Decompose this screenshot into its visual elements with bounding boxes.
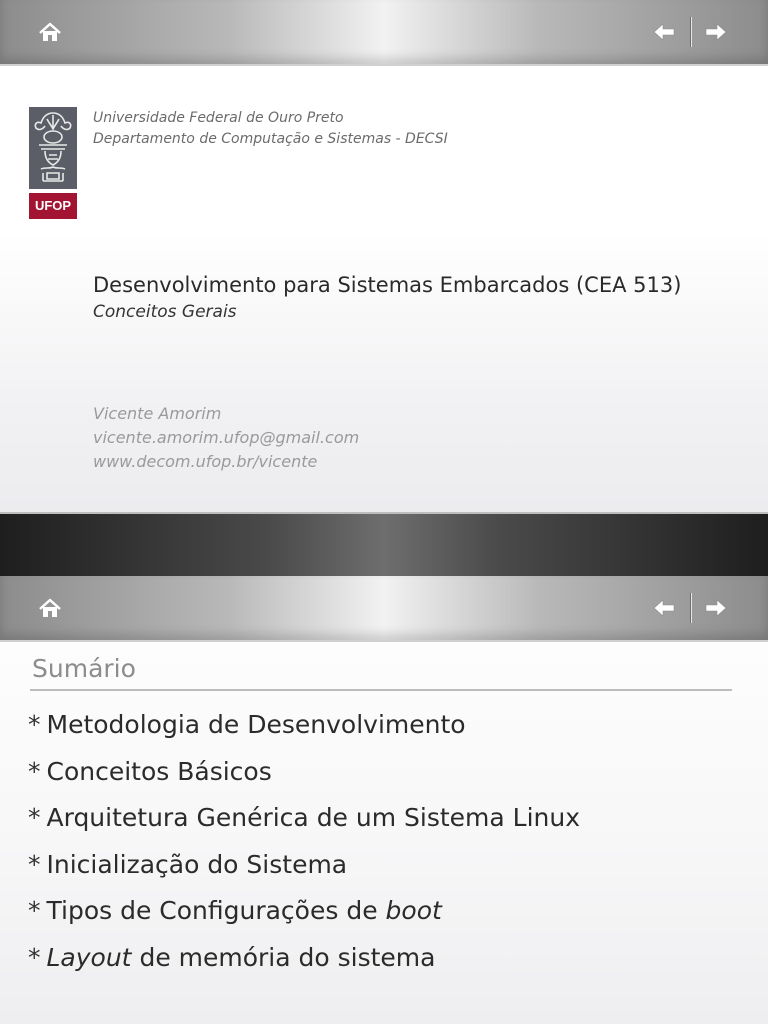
nav-separator bbox=[690, 593, 691, 623]
ufop-logo-text: UFOP bbox=[29, 193, 77, 219]
arrow-right-icon bbox=[702, 594, 730, 622]
author-email[interactable]: vicente.amorim.ufop@gmail.com bbox=[93, 428, 360, 447]
bullet-marker: * bbox=[28, 942, 41, 972]
home-icon bbox=[36, 18, 64, 46]
previous-slide-button[interactable] bbox=[650, 594, 678, 622]
home-button[interactable] bbox=[36, 18, 64, 46]
department-name: Departamento de Computação e Sistemas - DECSI bbox=[93, 131, 448, 147]
arrow-left-icon bbox=[650, 594, 678, 622]
author-website[interactable]: www.decom.ufop.br/vicente bbox=[93, 452, 318, 471]
agenda-item bbox=[28, 943, 580, 990]
agenda-item bbox=[28, 850, 580, 897]
institution-block bbox=[93, 108, 448, 150]
ufop-logo bbox=[29, 107, 77, 219]
agenda-item bbox=[28, 803, 580, 850]
bullet-marker: * bbox=[28, 710, 41, 739]
course-title: Desenvolvimento para Sistemas Embarcados (CEA 513) bbox=[93, 273, 682, 297]
agenda-item-text: Tipos de Configurações de bbox=[46, 896, 386, 925]
author-block bbox=[93, 402, 359, 474]
arrow-right-icon bbox=[702, 18, 730, 46]
bullet-marker: * bbox=[28, 896, 41, 925]
agenda-item-text: de memória do sistema bbox=[131, 942, 436, 972]
bullet-marker: * bbox=[28, 849, 41, 879]
slide-toolbar bbox=[0, 0, 768, 66]
author-name: Vicente Amorim bbox=[93, 404, 222, 423]
previous-slide-button[interactable] bbox=[650, 18, 678, 46]
bullet-marker: * bbox=[28, 803, 41, 832]
agenda-item-text: Metodologia de Desenvolvimento bbox=[46, 710, 466, 739]
summary-slide bbox=[0, 576, 768, 1024]
slide-title: Sumário bbox=[32, 654, 136, 683]
agenda-item-text: Inicialização do Sistema bbox=[46, 849, 348, 879]
home-icon bbox=[36, 594, 64, 622]
slide-toolbar bbox=[0, 576, 768, 642]
agenda-item-emphasis: Layout bbox=[46, 942, 132, 972]
ufop-emblem bbox=[29, 107, 77, 189]
slide-divider bbox=[0, 512, 768, 578]
home-button[interactable] bbox=[36, 594, 64, 622]
agenda-item-emphasis: boot bbox=[385, 896, 442, 925]
bullet-marker: * bbox=[28, 756, 41, 786]
agenda-item bbox=[28, 896, 580, 943]
agenda-item-text: Conceitos Básicos bbox=[46, 756, 272, 786]
university-name: Universidade Federal de Ouro Preto bbox=[93, 110, 344, 126]
next-slide-button[interactable] bbox=[702, 18, 730, 46]
next-slide-button[interactable] bbox=[702, 594, 730, 622]
agenda-item bbox=[28, 757, 580, 804]
arrow-left-icon bbox=[650, 18, 678, 46]
nav-separator bbox=[690, 17, 691, 47]
title-underline bbox=[30, 689, 732, 691]
agenda-item-text: Arquitetura Genérica de um Sistema Linux bbox=[46, 803, 581, 832]
course-subtitle: Conceitos Gerais bbox=[93, 302, 237, 322]
agenda-list bbox=[28, 710, 580, 989]
agenda-item bbox=[28, 710, 580, 757]
